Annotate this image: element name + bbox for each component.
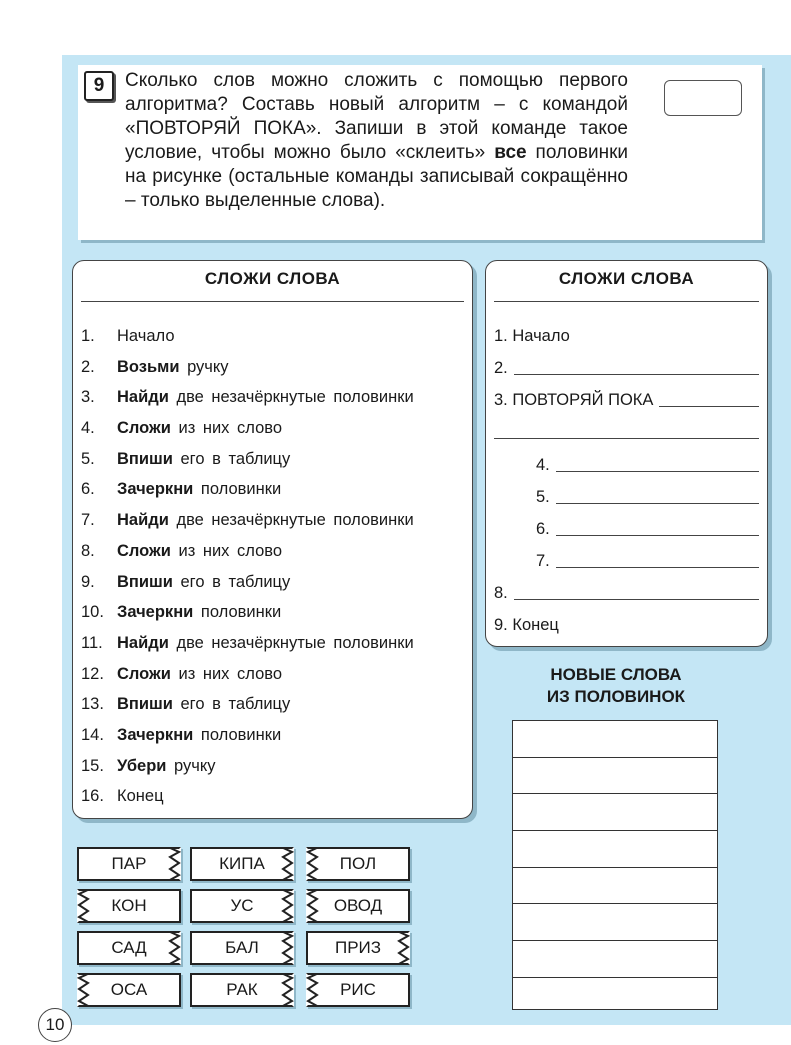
word-half-card[interactable] [77, 889, 181, 923]
step-command: Сложи [117, 419, 171, 438]
step-number: 2. [81, 357, 95, 376]
torn-edge-icon [306, 889, 320, 923]
card-label: ОВОД [333, 896, 383, 915]
step-number: 13. [81, 695, 104, 714]
algorithm-step [81, 751, 472, 782]
step-number: 12. [81, 664, 104, 683]
card-label: КОН [111, 896, 147, 915]
torn-edge-icon [396, 931, 410, 965]
step-label: 9. Конец [494, 616, 559, 634]
task-text-bold: все [494, 142, 527, 163]
step-command: Зачеркни [117, 725, 194, 744]
step-text: из них слово [170, 419, 283, 438]
step-command: Впиши [117, 695, 173, 714]
step-text: Начало [117, 327, 175, 345]
task-text [125, 69, 628, 213]
step-text: половинки [193, 725, 282, 744]
algorithm-step [81, 567, 472, 598]
step-line[interactable] [536, 516, 759, 542]
task-text-part: Сколько слов можно сложить с помощью первого алгоритма? Составь новый алгоритм – с командой «ПОВТОРЯЙ ПОКА». Запиши в этой команде такое условие, чтобы можно было «склеить» [125, 70, 628, 163]
blank-line [556, 471, 759, 472]
card-label: РАК [226, 980, 258, 999]
blank-line [659, 406, 759, 407]
step-command: Убери [117, 756, 167, 775]
panel-title: СЛОЖИ СЛОВА [204, 269, 341, 288]
card-label: ОСА [110, 980, 148, 999]
step-number: 10. [81, 603, 104, 622]
task-number: 9 [84, 71, 114, 101]
step-number: 6. [81, 480, 95, 499]
step-line[interactable] [494, 355, 759, 381]
step-number: 7. [81, 511, 95, 530]
step-command: Сложи [117, 664, 171, 683]
step-command: Найди [117, 511, 169, 530]
step-command: Впиши [117, 449, 173, 468]
torn-edge-icon [77, 973, 91, 1007]
step-number: 5. [81, 449, 95, 468]
torn-edge-icon [167, 847, 181, 881]
table-row[interactable] [513, 941, 717, 978]
torn-edge-icon [77, 889, 91, 923]
answer-box[interactable] [664, 80, 742, 116]
step-label: 5. [536, 488, 550, 506]
algorithm-panel [72, 260, 473, 819]
torn-edge-icon [280, 931, 294, 965]
step-text: две незачёркнутые половинки [168, 633, 414, 652]
new-words-title [485, 664, 747, 708]
table-row[interactable] [513, 831, 717, 868]
step-text: ручку [166, 756, 216, 775]
blank-line [494, 438, 759, 439]
algorithm-step [81, 628, 472, 659]
blank-line [514, 599, 759, 600]
torn-edge-icon [306, 847, 320, 881]
word-half-card[interactable] [306, 889, 410, 923]
panel-title: СЛОЖИ СЛОВА [558, 269, 695, 288]
torn-edge-icon [280, 889, 294, 923]
algorithm-step [81, 474, 472, 505]
step-text: из них слово [170, 664, 283, 683]
step-text: его в таблицу [172, 572, 291, 591]
step-text: две незачёркнутые половинки [168, 388, 414, 407]
card-label: КИПА [219, 854, 265, 873]
algorithm-step [81, 781, 472, 812]
step-label: 1. Начало [494, 327, 570, 345]
algorithm-step [81, 321, 472, 352]
step-number: 3. [81, 388, 95, 407]
title-line: НОВЫЕ СЛОВА [550, 665, 682, 684]
step-command: Зачеркни [117, 603, 194, 622]
blank-line [556, 535, 759, 536]
step-line [494, 612, 559, 638]
word-half-card[interactable] [77, 847, 181, 881]
table-row[interactable] [513, 721, 717, 758]
step-line[interactable] [536, 452, 759, 478]
card-label: УС [230, 896, 254, 915]
table-row[interactable] [513, 978, 717, 1014]
word-half-card[interactable] [190, 847, 294, 881]
word-half-card[interactable] [190, 889, 294, 923]
new-words-table [512, 720, 718, 1010]
card-label: ПРИЗ [334, 938, 382, 957]
step-command: Сложи [117, 541, 171, 560]
blank-line [514, 374, 759, 375]
word-half-card[interactable] [77, 931, 181, 965]
step-label: 8. [494, 584, 508, 602]
step-number: 16. [81, 787, 104, 806]
step-command: Найди [117, 388, 169, 407]
step-text: половинки [193, 603, 282, 622]
table-row[interactable] [513, 904, 717, 941]
torn-edge-icon [167, 931, 181, 965]
step-command: Возьми [117, 357, 180, 376]
step-line[interactable] [536, 484, 759, 510]
algorithm-step [81, 444, 472, 475]
algorithm-steps [81, 321, 472, 812]
algorithm-step [81, 659, 472, 690]
step-number: 9. [81, 572, 95, 591]
step-line [494, 323, 570, 349]
step-command: Найди [117, 633, 169, 652]
step-label: 6. [536, 520, 550, 538]
step-number: 11. [81, 633, 103, 652]
step-text: Конец [117, 787, 164, 806]
table-row[interactable] [513, 868, 717, 905]
blank-line [556, 503, 759, 504]
step-text: половинки [193, 480, 282, 499]
step-number: 8. [81, 541, 95, 560]
algorithm-step [81, 536, 472, 567]
step-number: 14. [81, 725, 104, 744]
step-line[interactable] [536, 548, 759, 574]
step-number: 4. [81, 419, 95, 438]
algorithm-step [81, 413, 472, 444]
card-label: САД [111, 938, 147, 957]
step-label: 4. [536, 456, 550, 474]
algorithm-step [81, 689, 472, 720]
step-text: ручку [179, 357, 229, 376]
word-half-card[interactable] [77, 973, 181, 1007]
algorithm-step [81, 720, 472, 751]
algorithm-step [81, 505, 472, 536]
divider [494, 301, 759, 302]
step-text: его в таблицу [172, 449, 291, 468]
step-number: 1. [81, 327, 95, 345]
card-label: ПОЛ [339, 854, 377, 873]
word-half-card[interactable] [190, 973, 294, 1007]
task-box [78, 65, 762, 240]
step-command: Зачеркни [117, 480, 194, 499]
step-text: его в таблицу [172, 695, 291, 714]
algorithm-step [81, 382, 472, 413]
step-text: две незачёркнутые половинки [168, 511, 414, 530]
task-text-part: половинки на рисунке (остальные команды записывай сокращённо – только выделенные слова). [125, 142, 628, 211]
step-label: 7. [536, 552, 550, 570]
table-row[interactable] [513, 794, 717, 831]
card-label: БАЛ [225, 938, 259, 957]
step-text: из них слово [170, 541, 283, 560]
algorithm-step [81, 352, 472, 383]
step-label: 2. [494, 359, 508, 377]
table-row[interactable] [513, 758, 717, 795]
torn-edge-icon [280, 973, 294, 1007]
blank-line [556, 567, 759, 568]
condition-line[interactable] [494, 419, 759, 445]
word-half-card[interactable] [306, 847, 410, 881]
divider [81, 301, 464, 302]
algorithm-step [81, 597, 472, 628]
card-label: РИС [340, 980, 376, 999]
word-half-card[interactable] [190, 931, 294, 965]
step-line[interactable] [494, 387, 759, 413]
page-number: 10 [38, 1008, 72, 1042]
word-half-card[interactable] [306, 973, 410, 1007]
word-half-card[interactable] [306, 931, 410, 965]
card-label: ПАР [111, 854, 147, 873]
title-line: ИЗ ПОЛОВИНОК [546, 687, 686, 706]
torn-edge-icon [306, 973, 320, 1007]
new-algorithm-panel [485, 260, 768, 647]
step-command: Впиши [117, 572, 173, 591]
step-number: 15. [81, 756, 104, 775]
step-line[interactable] [494, 580, 759, 606]
step-label: 3. ПОВТОРЯЙ ПОКА [494, 391, 654, 409]
torn-edge-icon [280, 847, 294, 881]
